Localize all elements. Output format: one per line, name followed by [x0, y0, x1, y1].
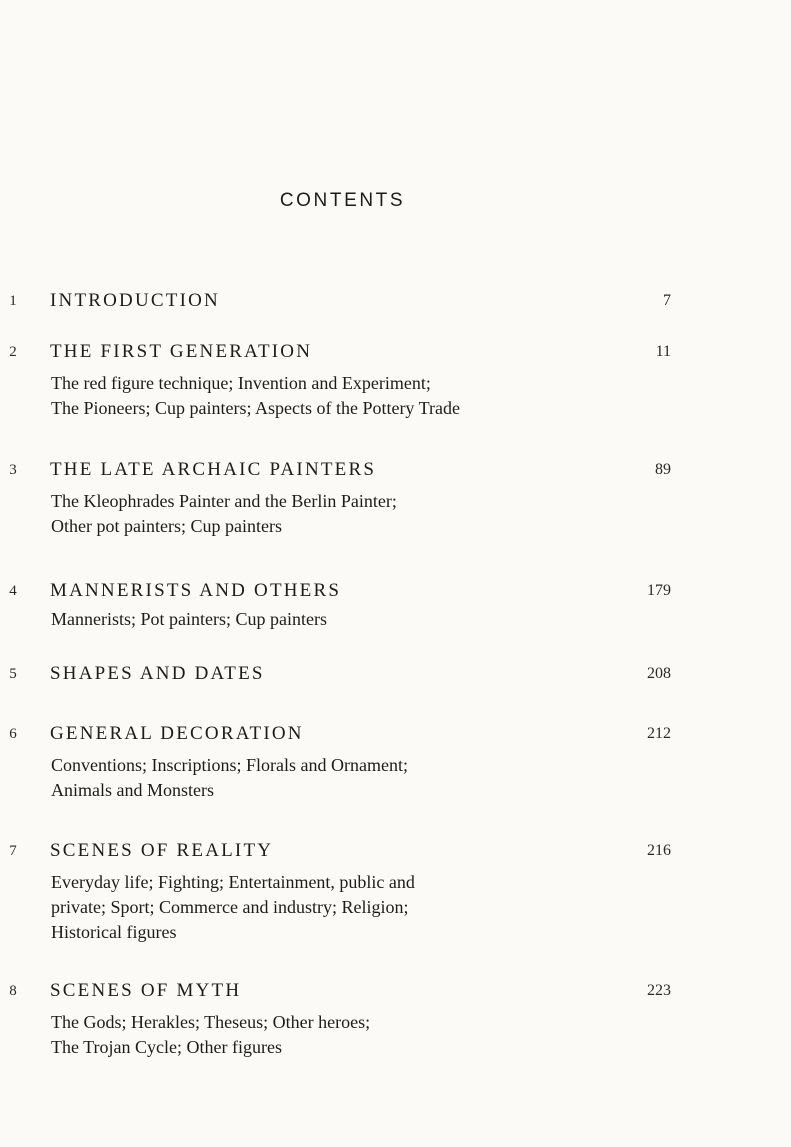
chapter-number: 7: [9, 843, 17, 859]
page-number: 208: [647, 665, 671, 682]
chapter-subtopics: [51, 753, 408, 803]
subtopic-line: Everyday life; Fighting; Entertainment, public and: [51, 872, 415, 892]
chapter-title: MANNERISTS AND OTHERS: [50, 580, 342, 601]
chapter-subtopics: [51, 607, 327, 632]
subtopic-line: The Pioneers; Cup painters; Aspects of the Pottery Trade: [51, 398, 460, 418]
chapter-title: INTRODUCTION: [50, 290, 220, 311]
chapter-subtopics: [51, 371, 460, 421]
page-number: 11: [655, 343, 671, 360]
chapter-title: GENERAL DECORATION: [50, 723, 304, 744]
chapter-subtopics: [51, 489, 397, 539]
page-number: 223: [647, 982, 671, 999]
chapter-subtopics: [51, 870, 415, 945]
chapter-title: SCENES OF REALITY: [50, 840, 274, 861]
subtopic-line: Animals and Monsters: [51, 780, 214, 800]
subtopic-line: Conventions; Inscriptions; Florals and Ornament;: [51, 755, 408, 775]
subtopic-line: private; Sport; Commerce and industry; Religion;: [51, 897, 409, 917]
subtopic-line: The Kleophrades Painter and the Berlin Painter;: [51, 491, 397, 511]
subtopic-line: The Gods; Herakles; Theseus; Other heroes;: [51, 1012, 371, 1032]
chapter-number: 6: [9, 726, 17, 742]
page-number: 89: [655, 461, 671, 478]
subtopic-line: Historical figures: [51, 922, 177, 942]
chapter-number: 8: [9, 983, 17, 999]
subtopic-line: The red figure technique; Invention and Experiment;: [51, 373, 431, 393]
page-heading: CONTENTS: [279, 190, 406, 211]
chapter-number: 2: [9, 344, 17, 360]
chapter-title: SCENES OF MYTH: [50, 980, 242, 1001]
page-number: 212: [647, 725, 671, 742]
chapter-subtopics: [51, 1010, 370, 1060]
chapter-number: 1: [9, 293, 17, 309]
chapter-title: THE LATE ARCHAIC PAINTERS: [50, 459, 377, 480]
chapter-number: 4: [9, 583, 17, 599]
subtopic-line: Mannerists; Pot painters; Cup painters: [51, 609, 327, 629]
page-number: 7: [663, 292, 671, 309]
chapter-title: SHAPES AND DATES: [50, 663, 265, 684]
subtopic-line: The Trojan Cycle; Other figures: [51, 1037, 282, 1057]
chapter-number: 5: [9, 666, 17, 682]
chapter-title: THE FIRST GENERATION: [50, 341, 313, 362]
subtopic-line: Other pot painters; Cup painters: [51, 516, 282, 536]
page-number: 179: [647, 582, 671, 599]
page-number: 216: [647, 842, 671, 859]
chapter-number: 3: [9, 462, 17, 478]
